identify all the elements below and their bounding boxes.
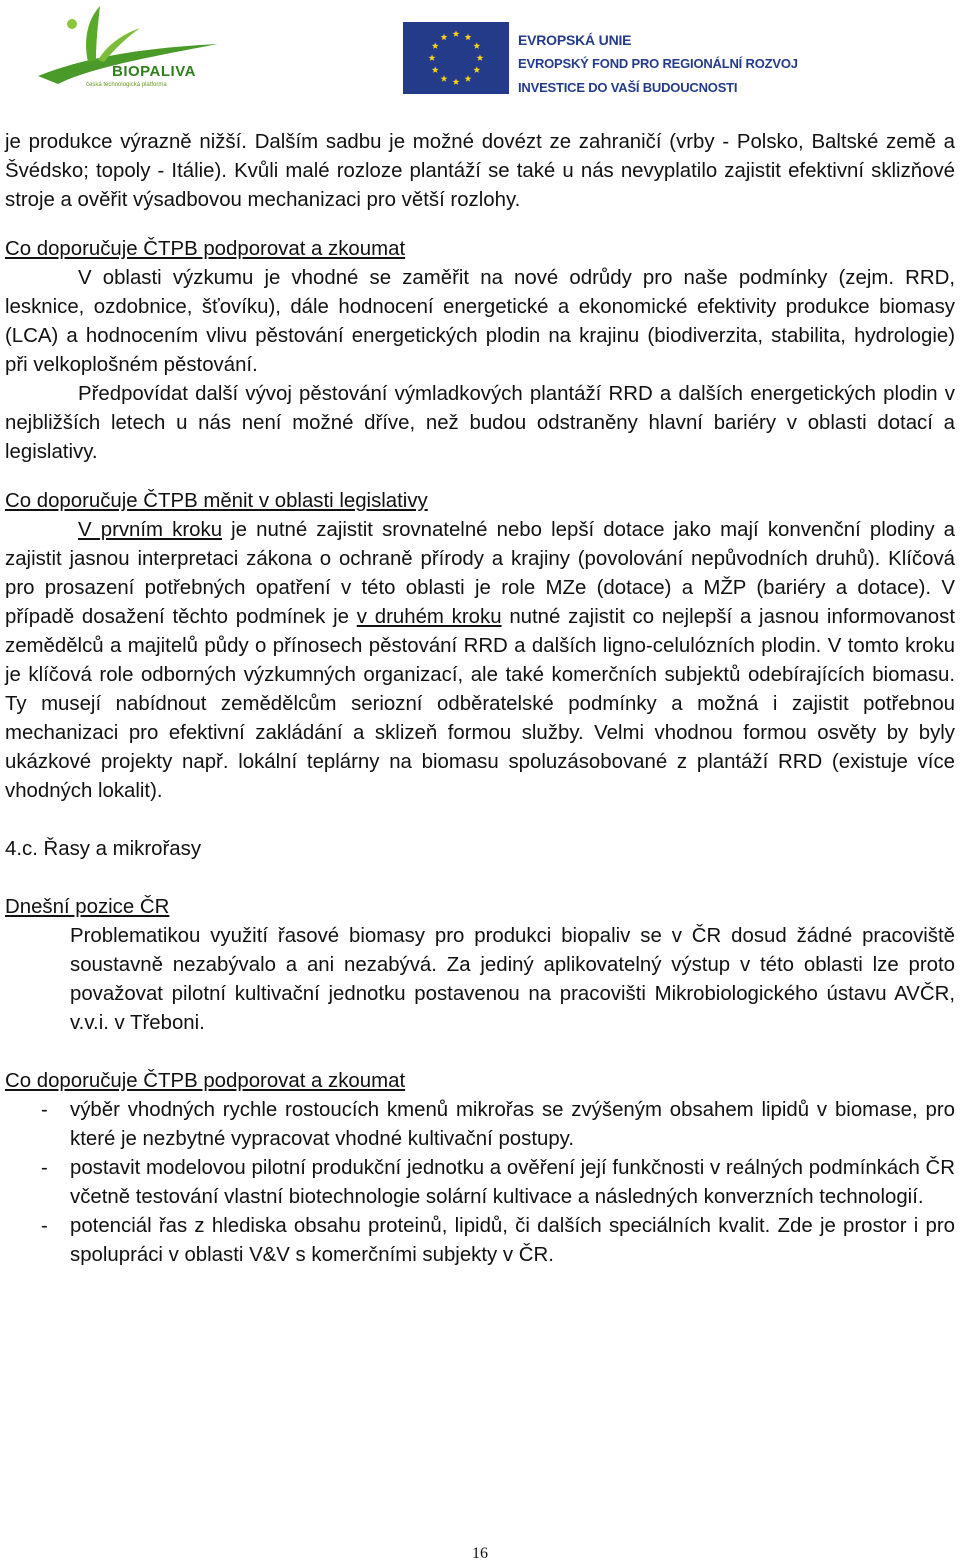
- list-item: [5, 1212, 955, 1270]
- eu-flag-icon: [403, 22, 509, 94]
- legislation-text-b: nutné zajistit co nejlepší a jasnou informovanost zemědělců a majitelů půdy o přínosech pěstování RRD a dalších ligno-celulózních plodin. V tomto kroku je klíčová role odborných výzkumných organizací, ale také komerčních subjektů odebírajících biomasu. Ty musejí nabídnout zemědělcům seriozní odběratelské podmínky a možná i zajistit potřebnou mechanizaci pro efektivní zakládání a sklizeň formou služby. Velmi vhodnou formou osvěty by byly ukázkové projekty např. lokální teplárny na biomasu spoluzásobované z plantáží RRD (existuje více vhodných lokalit).: [5, 606, 955, 802]
- biopaliva-name: BIOPALIVA: [112, 63, 196, 80]
- current-position-paragraph: Problematikou využití řasové biomasy pro produkci biopaliv se v ČR dosud žádné pracoviště soustavně nezabývalo a ani nezabývá. Za jediný aplikovatelný výstup v této oblasti lze proto považovat pilotní kultivační jednotku postavenou na pracovišti Mikrobiologického ústavu AVČR, v.v.i. v Třeboni.: [70, 925, 955, 1034]
- forecast-paragraph: Předpovídat další vývoj pěstování výmladkových plantáží RRD a dalších energetických plodin v nejbližších letech u nás není možné dříve, než budou odstraněny hlavní bariéry v oblasti dotací a legislativy.: [5, 383, 955, 463]
- page-header: [0, 0, 960, 110]
- heading-support-research: Co doporučuje ČTPB podporovat a zkoumat: [5, 238, 406, 260]
- list-item-text: postavit modelovou pilotní produkční jednotku a ověření její funkčnosti v reálných podmínkách ČR včetně testování vlastní biotechnologie solární kultivace a následných konverzních technologií.: [70, 1157, 955, 1208]
- heading-current-position: Dnešní pozice ČR: [5, 896, 170, 918]
- biopaliva-logo: [28, 4, 228, 104]
- list-dash: -: [41, 1157, 48, 1179]
- heading-support-algae: Co doporučuje ČTPB podporovat a zkoumat: [5, 1070, 406, 1092]
- list-item-text: potenciál řas z hlediska obsahu proteinů, lipidů, či dalších speciálních kvalit. Zde je prostor i pro spolupráci v oblasti V&V s komerčními subjekty v ČR.: [70, 1215, 955, 1266]
- eu-line-2: EVROPSKÝ FOND PRO REGIONÁLNÍ ROZVOJ: [518, 56, 798, 71]
- legislation-text-a: je nutné zajistit srovnatelné nebo lepší dotace jako mají konvenční plodiny a zajistit jasnou interpretaci zákona o ochraně přírody a krajiny (povolování nepůvodních druhů). Klíčová pro prosazení potřebných opatření v této oblasti je role MZe (dotace) a MŽP (bariéry a dotace). V případě dosažení těchto podmínek je: [5, 519, 955, 628]
- heading-legislation: Co doporučuje ČTPB měnit v oblasti legislativy: [5, 490, 428, 512]
- document-body: [5, 128, 955, 1270]
- section-title: 4.c. Řasy a mikrořasy: [5, 838, 202, 860]
- recommendation-list: [5, 1096, 955, 1270]
- list-dash: -: [41, 1215, 48, 1237]
- second-step-label: v druhém kroku: [356, 606, 502, 628]
- list-item-text: výběr vhodných rychle rostoucích kmenů mikrořas se zvýšeným obsahem lipidů v biomase, pro které je nezbytné vypracovat vhodné kultivační postupy.: [70, 1099, 955, 1150]
- legislation-paragraph: [5, 516, 955, 806]
- eu-line-1: EVROPSKÁ UNIE: [518, 32, 632, 48]
- intro-paragraph: je produkce výrazně nižší. Dalším sadbu je možné dovézt ze zahraničí (vrby - Polsko, Baltské země a Švédsko; topoly - Itálie). Kvůli malé rozloze plantáží se také u nás nevyplatilo zajistit efektivní sklizňové stroje a ověřit výsadbovou mechanizaci pro větší rozlohy.: [5, 131, 955, 211]
- first-step-label: V prvním kroku: [78, 519, 223, 541]
- research-paragraph: V oblasti výzkumu je vhodné se zaměřit na nové odrůdy pro naše podmínky (zejm. RRD, lesknice, ozdobnice, šťovíku), dále hodnocení energetické a ekonomické efektivity produkce biomasy (LCA) a hodnocením vlivu pěstování energetických plodin na krajinu (biodiverzita, stabilita, hydrologie) při velkoplošném pěstování.: [5, 267, 955, 376]
- eu-text-block: [518, 28, 798, 100]
- biopaliva-subtitle: česká technologická platforma: [86, 82, 167, 88]
- eu-line-3: INVESTICE DO VAŠÍ BUDOUCNOSTI: [518, 80, 738, 95]
- page-number: 16: [472, 1545, 488, 1562]
- list-item: [5, 1154, 955, 1212]
- list-dash: -: [41, 1099, 48, 1121]
- list-item: [5, 1096, 955, 1154]
- biopaliva-swoosh-icon: [28, 4, 228, 104]
